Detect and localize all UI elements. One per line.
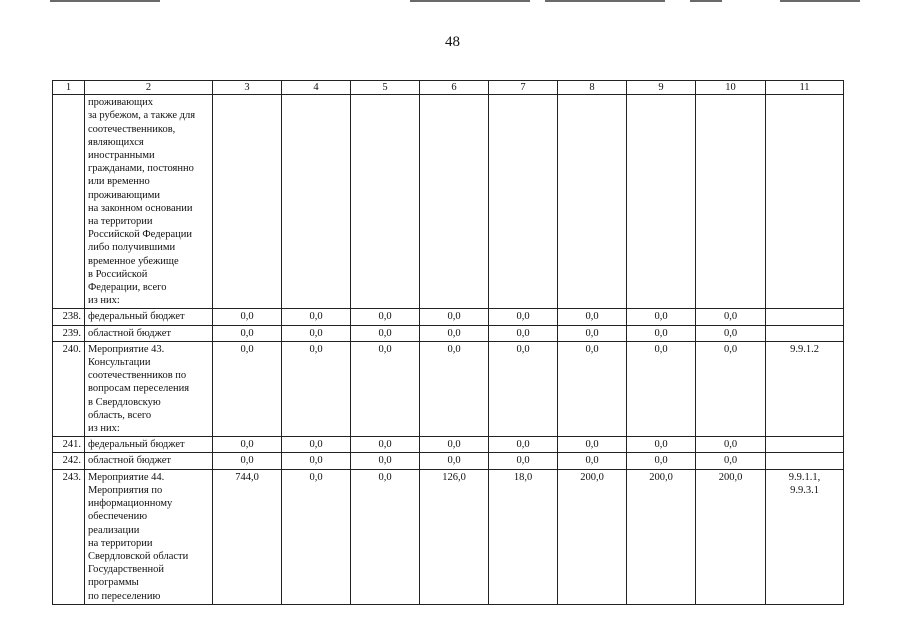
row-value [213,95,282,309]
row-number: 241. [53,437,85,453]
row-value: 0,0 [420,453,489,469]
row-value: 0,0 [558,309,627,325]
row-number: 242. [53,453,85,469]
row-value: 0,0 [282,437,351,453]
row-value: 0,0 [489,437,558,453]
table-row [53,453,844,469]
row-value: 0,0 [420,341,489,436]
row-value: 0,0 [351,469,420,604]
row-value: 0,0 [282,309,351,325]
column-header: 8 [558,81,627,95]
row-value: 0,0 [213,309,282,325]
row-value: 0,0 [351,309,420,325]
row-value: 200,0 [558,469,627,604]
row-value: 0,0 [282,453,351,469]
row-number [53,95,85,309]
column-header: 4 [282,81,351,95]
row-number: 240. [53,341,85,436]
row-value: 0,0 [558,437,627,453]
row-value: 0,0 [489,453,558,469]
row-value: 0,0 [213,325,282,341]
row-code [766,453,844,469]
row-value: 744,0 [213,469,282,604]
row-value: 0,0 [558,341,627,436]
column-header: 5 [351,81,420,95]
row-value: 0,0 [696,309,766,325]
column-header: 10 [696,81,766,95]
row-value: 18,0 [489,469,558,604]
row-name: областной бюджет [85,325,213,341]
row-value: 0,0 [213,453,282,469]
row-value: 0,0 [489,309,558,325]
row-name: областной бюджет [85,453,213,469]
row-code [766,309,844,325]
column-header: 2 [85,81,213,95]
scan-artifact-line [50,0,160,2]
row-value [351,95,420,309]
row-value [558,95,627,309]
table-row [53,469,844,604]
table-row [53,95,844,309]
row-code [766,95,844,309]
row-value: 126,0 [420,469,489,604]
column-header: 3 [213,81,282,95]
table-row [53,437,844,453]
row-value: 0,0 [420,325,489,341]
table-header-row [53,81,844,95]
row-value: 0,0 [351,437,420,453]
row-value: 0,0 [489,325,558,341]
row-name: федеральный бюджет [85,309,213,325]
row-code: 9.9.1.2 [766,341,844,436]
table-row [53,325,844,341]
row-value: 0,0 [351,325,420,341]
row-number: 239. [53,325,85,341]
row-value: 0,0 [558,325,627,341]
page-number: 48 [445,34,460,50]
row-value: 0,0 [420,437,489,453]
row-value: 0,0 [351,453,420,469]
row-name: Мероприятие 44. Мероприятия по информационному обеспечению реализации на территории Свердловской области Государственной программы по переселению [85,469,213,604]
row-value: 0,0 [696,437,766,453]
row-value: 0,0 [282,341,351,436]
row-value: 0,0 [627,453,696,469]
row-value: 0,0 [696,341,766,436]
row-value: 0,0 [213,341,282,436]
column-header: 9 [627,81,696,95]
table-row [53,309,844,325]
row-value: 0,0 [558,453,627,469]
scan-artifact-line [780,0,860,2]
row-value: 0,0 [489,341,558,436]
row-value: 200,0 [696,469,766,604]
row-value: 0,0 [282,469,351,604]
row-name: Мероприятие 43. Консультации соотечественников по вопросам переселения в Свердловскую область, всего из них: [85,341,213,436]
row-value [489,95,558,309]
row-value: 0,0 [627,309,696,325]
table-row [53,341,844,436]
scan-artifact-line [545,0,665,2]
column-header: 1 [53,81,85,95]
row-value: 0,0 [213,437,282,453]
row-name: проживающих за рубежом, а также для соотечественников, являющихся иностранными гражданами, постоянно или временно проживающими на законном основании на территории Российской Федерации либо получившими временное убежище в Российской Федерации, всего из них: [85,95,213,309]
row-number: 243. [53,469,85,604]
scan-artifact-line [410,0,530,2]
row-value [627,95,696,309]
column-header: 11 [766,81,844,95]
row-name: федеральный бюджет [85,437,213,453]
row-value: 0,0 [351,341,420,436]
row-value: 0,0 [627,437,696,453]
row-value [282,95,351,309]
row-value: 0,0 [282,325,351,341]
row-number: 238. [53,309,85,325]
column-header: 6 [420,81,489,95]
row-value: 0,0 [696,325,766,341]
row-value: 0,0 [627,325,696,341]
row-value: 0,0 [627,341,696,436]
row-value [696,95,766,309]
budget-table [52,80,844,605]
row-value: 200,0 [627,469,696,604]
row-value [420,95,489,309]
column-header: 7 [489,81,558,95]
row-code [766,325,844,341]
row-code [766,437,844,453]
row-value: 0,0 [420,309,489,325]
scan-artifact-line [690,0,722,2]
row-value: 0,0 [696,453,766,469]
row-code: 9.9.1.1, 9.9.3.1 [766,469,844,604]
